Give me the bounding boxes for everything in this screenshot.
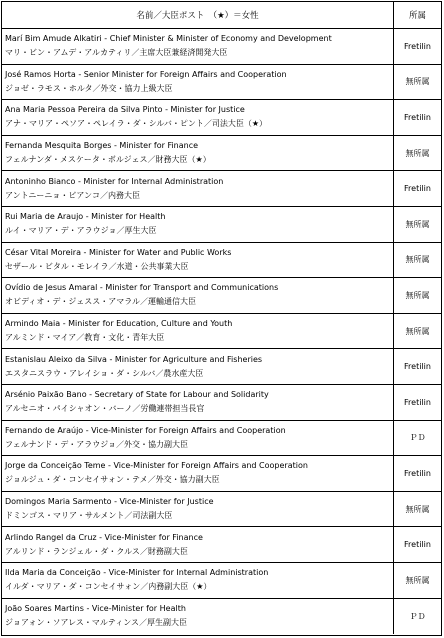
table-row: [2, 136, 441, 172]
minister-cell: [2, 207, 393, 242]
party-cell: Fretilin: [393, 100, 441, 135]
table-row: [2, 171, 441, 207]
minister-english-name: José Ramos Horta - Senior Minister for Foreign Affairs and Cooperation: [5, 69, 287, 79]
table-row: [2, 527, 441, 563]
party-cell: Fretilin: [393, 171, 441, 206]
minister-cell: [2, 100, 393, 135]
minister-english-name: Estanislau Aleixo da Silva - Minister for Agriculture and Fisheries: [5, 354, 263, 364]
minister-cell: [2, 421, 393, 456]
table-row: [2, 349, 441, 385]
table-row: [2, 314, 441, 350]
minister-japanese-name: フェルナンド・デ・アラウジョ／外交・協力副大臣: [5, 439, 189, 449]
minister-cell: [2, 563, 393, 598]
minister-english-name: Ana Maria Pessoa Pereira da Silva Pinto - Minister for Justice: [5, 105, 245, 115]
party-cell: ＰＤ: [393, 599, 441, 635]
party-cell: ＰＤ: [393, 421, 441, 456]
minister-english-name: Armindo Maia - Minister for Education, Culture and Youth: [5, 319, 233, 329]
minister-japanese-name: アントニーニョ・ビアンコ／内務大臣: [5, 190, 141, 200]
minister-japanese-name: ルイ・マリア・デ・アラウジョ／厚生大臣: [5, 226, 157, 236]
party-column-header: 所属: [393, 2, 441, 28]
table-row: [2, 456, 441, 492]
minister-english-name: Antoninho Bianco - Minister for Internal Administration: [5, 176, 224, 186]
minister-cell: [2, 527, 393, 562]
minister-japanese-name: アナ・マリア・ペソア・ペレイラ・ダ・シルバ・ピント／司法大臣（★）: [5, 119, 268, 129]
party-cell: 無所属: [393, 314, 441, 349]
minister-cell: [2, 349, 393, 384]
table-row: [2, 100, 441, 136]
minister-japanese-name: フェルナンダ・メスケータ・ボルジェス／財務大臣（★）: [5, 155, 211, 165]
minister-cell: [2, 456, 393, 491]
table-row: [2, 65, 441, 101]
minister-english-name: Fernando de Araújo - Vice-Minister for Foreign Affairs and Cooperation: [5, 425, 286, 435]
minister-cell: [2, 278, 393, 313]
minister-japanese-name: セザール・ビタル・モレイラ／水道・公共事業大臣: [5, 261, 189, 271]
party-cell: 無所属: [393, 65, 441, 100]
party-cell: Fretilin: [393, 385, 441, 420]
minister-cell: [2, 171, 393, 206]
table-body: [2, 29, 441, 635]
minister-japanese-name: ジョアォン・ソアレス・マルティンス／厚生副大臣: [5, 618, 187, 628]
minister-japanese-name: マリ・ビン・アムデ・アルカティリ／主席大臣兼経済開発大臣: [5, 48, 228, 58]
party-cell: 無所属: [393, 136, 441, 171]
minister-cell: [2, 492, 393, 527]
minister-english-name: César Vital Moreira - Minister for Water and Public Works: [5, 247, 232, 257]
party-cell: Fretilin: [393, 349, 441, 384]
minister-english-name: Jorge da Conceição Teme - Vice-Minister for Foreign Affairs and Cooperation: [5, 461, 308, 471]
table-row: [2, 599, 441, 635]
minister-english-name: Arlindo Rangel da Cruz - Vice-Minister for Finance: [5, 532, 203, 542]
minister-english-name: Rui Maria de Araujo - Minister for Health: [5, 212, 166, 222]
name-column-header: 名前／大臣ポスト （★）＝女性: [136, 11, 259, 21]
minister-japanese-name: ドミンゴス・マリア・サルメント／司法副大臣: [5, 511, 173, 521]
minister-english-name: Fernanda Mesquita Borges - Minister for Finance: [5, 141, 199, 151]
minister-english-name: Domingos Maria Sarmento - Vice-Minister for Justice: [5, 497, 214, 507]
party-cell: 無所属: [393, 207, 441, 242]
table-row: [2, 492, 441, 528]
minister-cell: [2, 65, 393, 100]
table-row: [2, 29, 441, 65]
minister-english-name: Ovídio de Jesus Amaral - Minister for Transport and Communications: [5, 283, 279, 293]
minister-japanese-name: オビディオ・デ・ジェスス・アマラル／運輸通信大臣: [5, 297, 196, 307]
minister-japanese-name: ジョゼ・ラモス・ホルタ／外交・協力上級大臣: [5, 83, 173, 93]
minister-japanese-name: アルセニオ・パイシャオン・バーノ／労働連帯担当長官: [5, 404, 205, 414]
minister-cell: [2, 599, 393, 635]
minister-japanese-name: イルダ・マリア・ダ・コンセイサォン／内務副大臣（★）: [5, 582, 212, 592]
party-cell: Fretilin: [393, 527, 441, 562]
party-cell: 無所属: [393, 563, 441, 598]
minister-japanese-name: エスタニスラウ・アレイショ・ダ・シルバ／農水産大臣: [5, 368, 204, 378]
party-cell: Fretilin: [393, 29, 441, 64]
party-cell: 無所属: [393, 492, 441, 527]
minister-cell: [2, 314, 393, 349]
minister-english-name: Marí Bim Amude Alkatiri - Chief Minister & Minister of Economy and Development: [5, 34, 332, 44]
table-row: [2, 243, 441, 279]
minister-english-name: João Soares Martins - Vice-Minister for Health: [5, 604, 186, 614]
table-header: [2, 2, 441, 29]
minister-cell: [2, 136, 393, 171]
minister-cell: [2, 243, 393, 278]
minister-japanese-name: ジョルジュ・ダ・コンセイサォン・テメ／外交・協力副大臣: [5, 475, 220, 485]
table-row: [2, 207, 441, 243]
table-row: [2, 278, 441, 314]
party-cell: 無所属: [393, 278, 441, 313]
party-cell: 無所属: [393, 243, 441, 278]
table-row: [2, 421, 441, 457]
minister-english-name: Arsénio Paixão Bano - Secretary of State for Labour and Solidarity: [5, 390, 269, 400]
party-cell: Fretilin: [393, 456, 441, 491]
minister-cell: [2, 29, 393, 64]
cabinet-table: [1, 1, 442, 636]
minister-english-name: Ilda Maria da Conceição - Vice-Minister for Internal Administration: [5, 568, 269, 578]
table-row: [2, 385, 441, 421]
minister-cell: [2, 385, 393, 420]
minister-japanese-name: アルリンド・ランジェル・ダ・クルス／財務副大臣: [5, 546, 188, 556]
minister-japanese-name: アルミンド・マイア／教育・文化・青年大臣: [5, 333, 165, 343]
table-row: [2, 563, 441, 599]
